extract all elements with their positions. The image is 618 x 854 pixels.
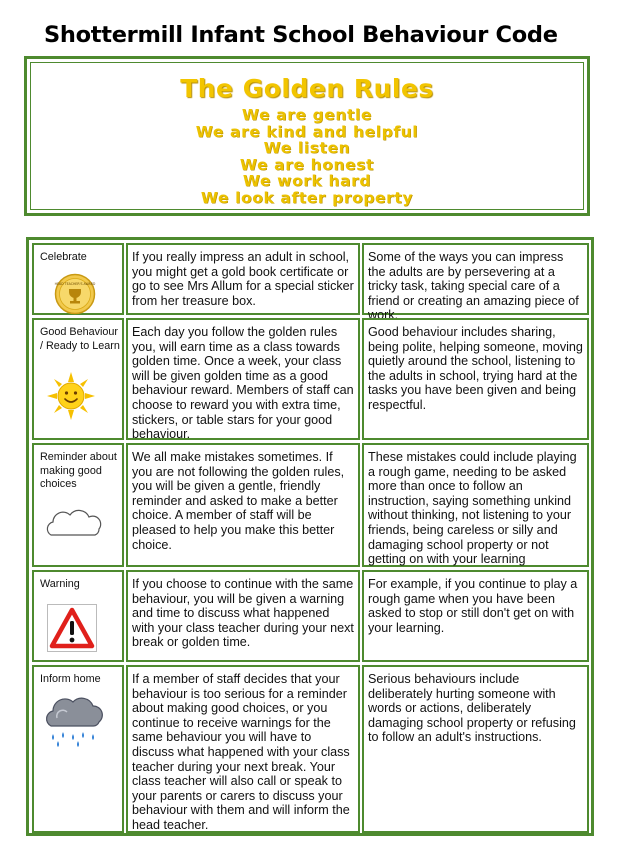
cloud-icon: [43, 507, 105, 539]
stage-cell: [32, 570, 124, 662]
consequence-text: If you really impress an adult in school, you might get a gold book certificate or go to see Mrs Allum for a special sticker from her treasure box.: [132, 250, 354, 308]
consequence-text: If a member of staff decides that your behaviour is too serious for a reminder about making good choices, or you continue to receive warnings for the same behaviour you will have to discuss what happened with your class teacher during your next break. Your class teacher will also call or speak to your parents or carers to discuss your behaviour with them and will inform the head teacher.: [132, 672, 350, 832]
consequence-text: Each day you follow the golden rules you, will earn time as a class towards golden time. Once a week, your class will be given golden time as a good behaviour reward. Members of staff can choose to reward you with extra time, stickers, or table stars for your good behaviour.: [132, 325, 354, 442]
stage-cell: [32, 443, 124, 567]
table-row-good-behaviour: [29, 315, 591, 440]
golden-rule-item: We are kind and helpful: [195, 122, 419, 141]
stage-label: Warning: [40, 578, 80, 590]
consequence-cell: [126, 318, 360, 440]
golden-rule-item: We are gentle: [241, 106, 373, 124]
rain-cloud-icon: [43, 692, 105, 750]
golden-rules-heading: The Golden Rules: [180, 74, 434, 103]
example-text: Serious behaviours include deliberately hurting someone with words or actions, deliberately damaging school property or refusing to follow an adult's instructions.: [368, 672, 576, 745]
golden-rule-item: We listen: [263, 139, 351, 158]
example-cell: [362, 318, 589, 440]
example-cell: [362, 570, 589, 662]
golden-rule-item: We work hard: [242, 172, 372, 191]
golden-rules-list: [31, 107, 583, 207]
head-teachers-award-badge-icon: [54, 273, 96, 315]
stage-cell: [32, 665, 124, 833]
table-row-warning: [29, 567, 591, 662]
golden-rule-item: We look after property: [200, 188, 414, 207]
example-cell: [362, 443, 589, 567]
example-text: Good behaviour includes sharing, being polite, helping someone, moving quietly around the school, listening to the adults in school, trying hard at the tasks you have been given and being respectful.: [368, 325, 583, 412]
stage-label: Inform home: [40, 673, 101, 685]
golden-rules-box: [24, 56, 590, 216]
stage-label: Good Behaviour / Ready to Learn: [40, 326, 120, 352]
page-title: Shottermill Infant School Behaviour Code: [44, 22, 558, 48]
stage-cell: [32, 318, 124, 440]
example-cell: [362, 665, 589, 833]
consequence-text: If you choose to continue with the same behaviour, you will be given a warning and time to discuss what happened with your class teacher during your next break or golden time.: [132, 577, 354, 650]
consequence-cell: [126, 243, 360, 315]
example-text: For example, if you continue to play a rough game when you have been asked to stop or still don't get on with your learning.: [368, 577, 578, 635]
behaviour-code-table: [26, 237, 594, 836]
example-cell: [362, 243, 589, 323]
consequence-cell: [126, 443, 360, 567]
table-row-inform-home: [29, 662, 591, 833]
warning-triangle-icon: [47, 604, 97, 652]
golden-rule-item: We are honest: [239, 155, 375, 174]
consequence-cell: [126, 570, 360, 662]
stage-label: Celebrate: [40, 251, 87, 263]
golden-rules-inner-frame: [30, 62, 584, 210]
example-text: Some of the ways you can impress the adults are by persevering at a tricky task, taking special care of a friend or creating an amazing piece of work.: [368, 250, 579, 323]
consequence-text: We all make mistakes sometimes. If you are not following the golden rules, you will be given a gentle, friendly reminder and asked to make a better choice. A member of staff will be pleased to help you make this better choice.: [132, 450, 345, 552]
stage-label: Reminder about making good choices: [40, 451, 117, 490]
consequence-cell: [126, 665, 360, 833]
table-row-celebrate: [29, 240, 591, 323]
example-text: These mistakes could include playing a rough game, needing to be asked more than once to follow an instruction, saying something unkind without thinking, not listening to your friends, being careless or silly and damaging school property or not getting on with your learning: [368, 450, 577, 567]
sun-icon: [47, 372, 95, 420]
table-row-reminder: [29, 440, 591, 567]
badge-text: HEAD TEACHER'S AWARD: [54, 282, 96, 286]
stage-cell: [32, 243, 124, 315]
